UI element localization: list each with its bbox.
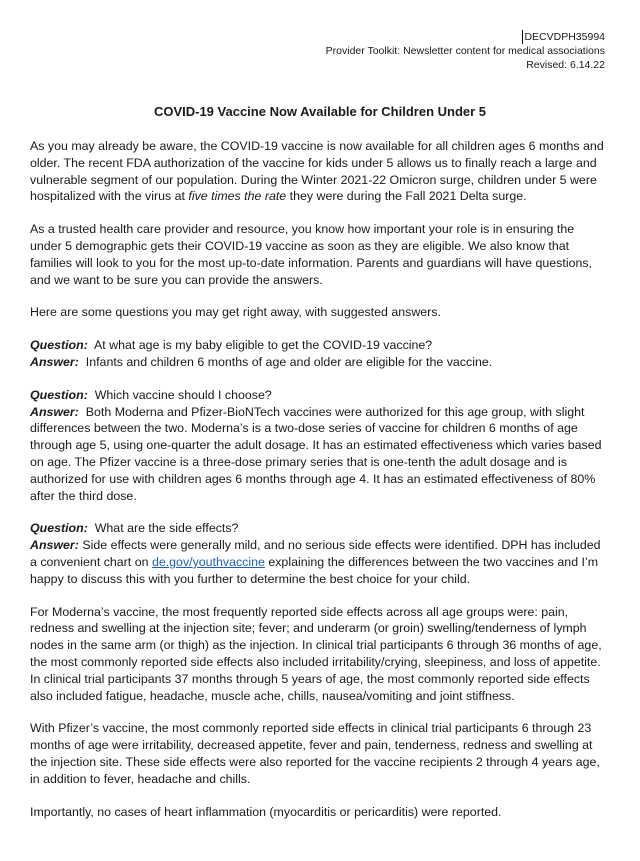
- emphasis-text: five times the rate: [188, 189, 287, 204]
- qa-block-2: [30, 387, 608, 505]
- header: [326, 30, 605, 72]
- document-id: DECVDPH35994: [524, 31, 605, 43]
- answer-label: Answer:: [30, 354, 79, 369]
- answer-label: Answer:: [30, 404, 79, 419]
- answer-text: Infants and children 6 months of age and older are eligible for the vaccine.: [85, 354, 493, 369]
- header-line-1: Provider Toolkit: Newsletter content for medical associations: [325, 45, 605, 57]
- question-text: Which vaccine should I choose?: [94, 387, 272, 402]
- intro-paragraph-1: As you may already be aware, the COVID-19 vaccine is now available for all children ages 6 months and older. The recent FDA authorization of the vaccine for kids under 5 allows us to finally reach a large and vulnerable segment of our population. During the Winter 2021-22 Omicron surge, children under 5 were hospitalized with the virus at five times the rate they were during the Fall 2021 Delta surge.: [30, 139, 604, 204]
- question-text: What are the side effects?: [94, 521, 239, 536]
- question-text: At what age is my baby eligible to get the COVID-19 vaccine?: [94, 338, 433, 353]
- pfizer-paragraph: With Pfizer’s vaccine, the most commonly reported side effects in clinical trial participants 6 through 23 months of age were irritability, decreased appetite, fever and pain, tenderness, redness and swelling at the injection site. These side effects were also reported for the vaccine recipients 2 through 4 years age, in addition to fever, headache and chills.: [30, 721, 600, 786]
- question-label: Question:: [30, 338, 88, 353]
- answer-text: Both Moderna and Pfizer-BioNTech vaccines were authorized for this age group, with slight differences between the two. Moderna’s is a two-dose series of vaccine for children 6 months of age through age 5, using one-quarter the adult dosage. It has an estimated effectiveness which varies based on age. The Pfizer vaccine is a three-dose primary series that is one-tenth the adult dosage and is authorized for use with children ages 6 months through age 4. It has an estimated effectiveness of 80% after the third dose.: [30, 404, 602, 503]
- youthvaccine-link[interactable]: de.gov/youthvaccine: [151, 554, 265, 569]
- page-title: COVID-19 Vaccine Now Available for Children Under 5: [153, 104, 487, 119]
- moderna-paragraph: For Moderna’s vaccine, the most frequently reported side effects across all age groups were: pain, redness and swelling at the injection site; fever; and underarm (or groin) swelling/tenderness of lymph nodes in the same arm (or thigh) as the injection. In clinical trial participants 6 through 36 months of age, the most commonly reported side effects also included irritability/crying, sleepiness, and loss of appetite. In clinical trial participants 37 months through 5 years of age, the most commonly reported side effects also included fatigue, headache, muscle ache, chills, nausea/vomiting and joint stiffness.: [30, 604, 602, 703]
- question-label: Question:: [30, 387, 88, 402]
- intro-paragraph-2: As a trusted health care provider and resource, you know how important your role is in ensuring the under 5 demographic gets their COVID-19 vaccine as soon as they are eligible. We also know that families will look to you for the most up-to-date information. Parents and guardians will have questions, and we want to be sure you can provide the answers.: [30, 222, 592, 287]
- document-body: [30, 138, 608, 836]
- header-line-2: Revised: 6.14.22: [526, 59, 605, 71]
- qa-block-3: Question: What are the side effects? Answer: Side effects were generally mild, and no serious side effects were identified. DPH has included a convenient chart on de.gov/youthvaccine explaining the differences between the two vaccines and I’m happy to discuss this with you further to determine the best choice for your child.: [30, 521, 601, 586]
- question-label: Question:: [30, 521, 88, 536]
- intro-paragraph-3: Here are some questions you may get right away, with suggested answers.: [30, 305, 441, 320]
- answer-label: Answer:: [30, 538, 79, 553]
- qa-block-1: [30, 337, 608, 371]
- closing-paragraph: Importantly, no cases of heart inflammation (myocarditis or pericarditis) were reported.: [30, 804, 502, 819]
